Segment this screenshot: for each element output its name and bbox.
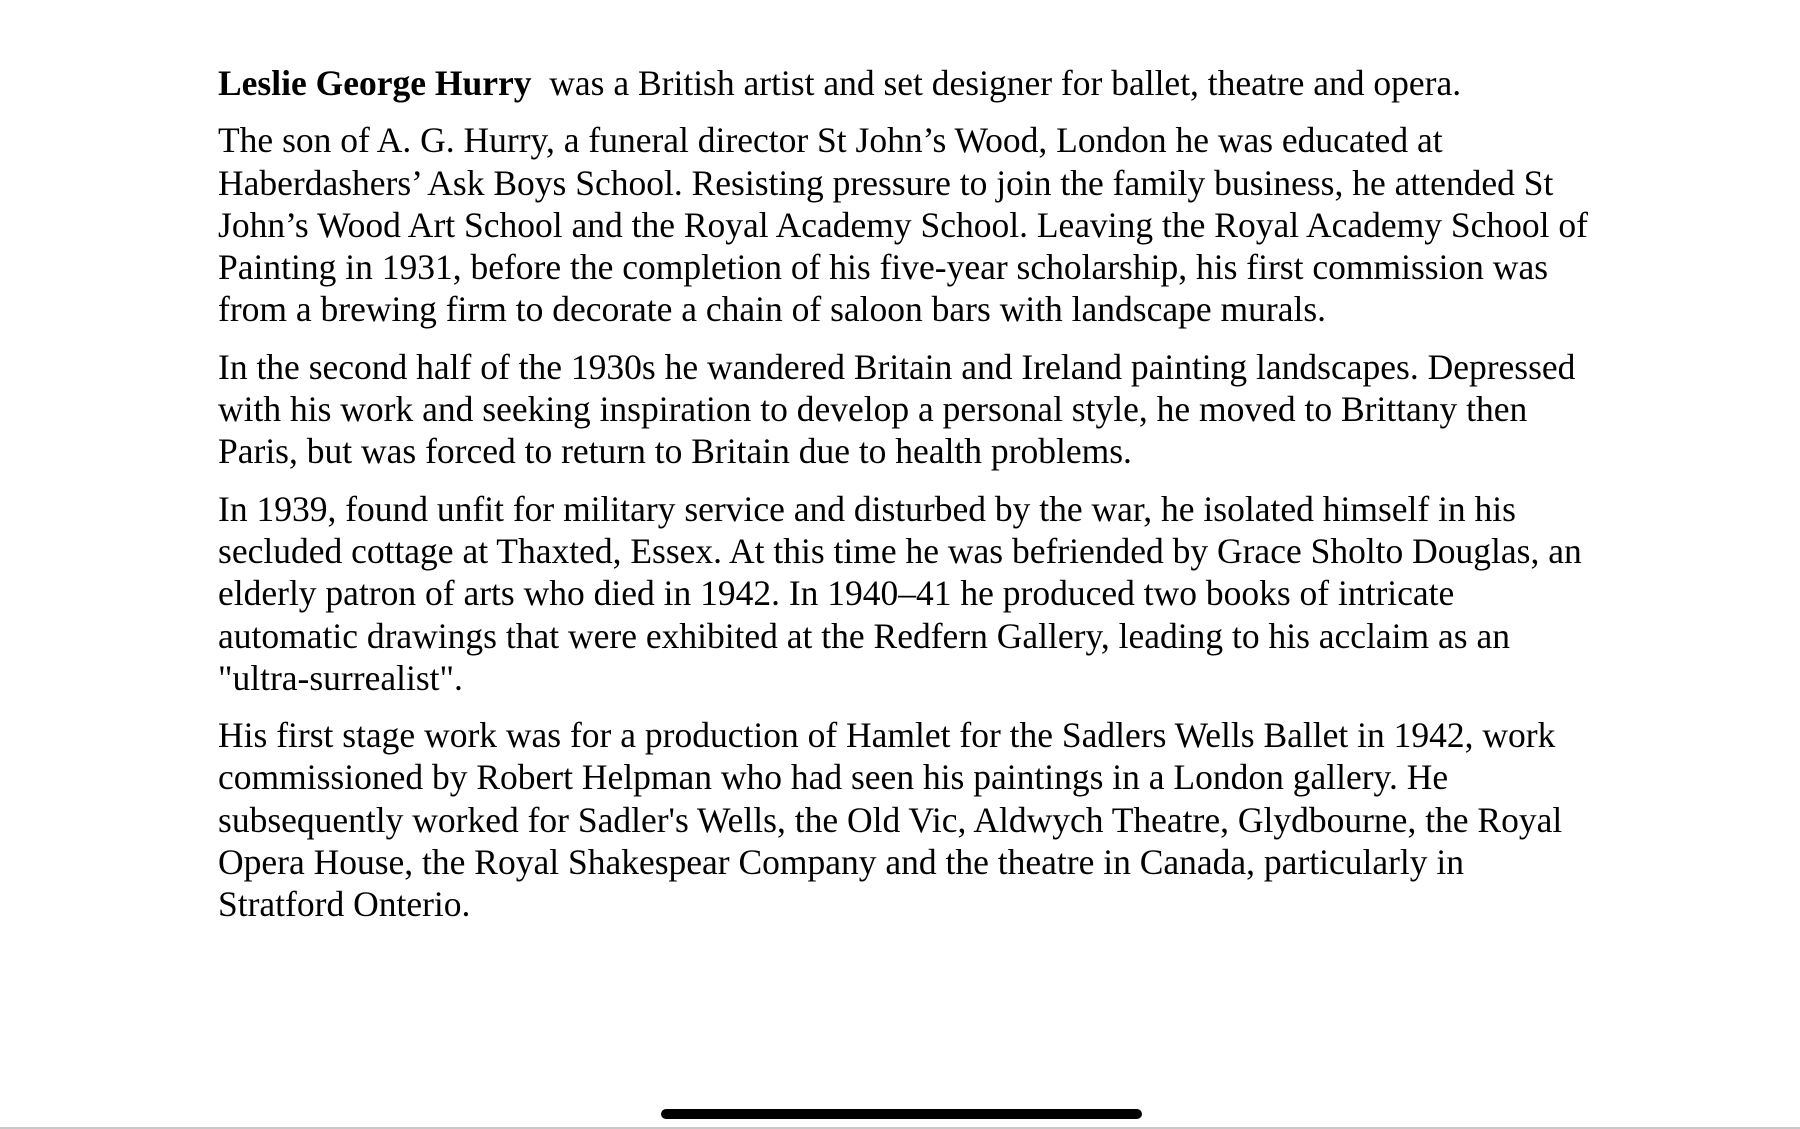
paragraph-early-life: The son of A. G. Hurry, a funeral director St John’s Wood, London he was educated at Haberdashers’ Ask Boys School. Resisting pressure to join the family business, he attended St John’s Wood Art School and the Royal Academy School. Leaving the Royal Academy School of Painting in 1931, before the completion of his five-year scholarship, his first commission was from a brewing firm to decorate a chain of saloon bars with landscape murals. [218,120,1588,330]
paragraph-1939: In 1939, found unfit for military service and disturbed by the war, he isolated himself in his secluded cottage at Thaxted, Essex. At this time he was befriended by Grace Sholto Douglas, an elderly patron of arts who died in 1942. In 1940–41 he produced two books of intricate automatic drawings that were exhibited at the Redfern Gallery, leading to his acclaim as an "ultra-surrealist". [218,488,1582,698]
intro-paragraph [218,62,1598,104]
subject-name: Leslie George Hurry [218,63,532,103]
home-indicator[interactable] [661,1109,1142,1119]
document-body [218,62,1598,941]
intro-text: was a British artist and set designer for ballet, theatre and opera. [531,63,1462,103]
paragraph-1930s: In the second half of the 1930s he wandered Britain and Ireland painting landscapes. Depressed with his work and seeking inspiration to develop a personal style, he moved to Brittany then Paris, but was forced to return to Britain due to health problems. [218,346,1576,472]
paragraph-stage-work: His first stage work was for a production of Hamlet for the Sadlers Wells Ballet in 1942, work commissioned by Robert Helpman who had seen his paintings in a London gallery. He subsequently worked for Sadler's Wells, the Old Vic, Aldwych Theatre, Glydbourne, the Royal Opera House, the Royal Shakespear Company and the theatre in Canada, particularly in Stratford Onterio. [218,715,1563,925]
